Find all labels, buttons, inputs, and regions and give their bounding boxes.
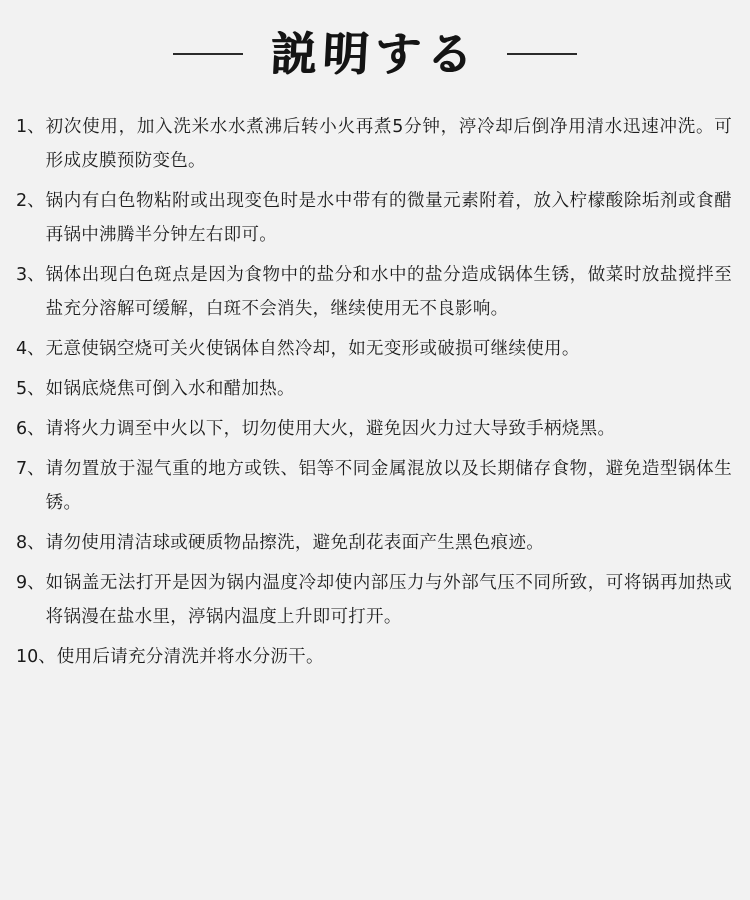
- instruction-list: [0, 100, 750, 674]
- list-item: [16, 452, 732, 520]
- list-item-text: 如锅盖无法打开是因为锅内温度冷却使内部压力与外部气压不同所致，可将锅再加热或将锅漫在盐水里，渟锅内温度上升即可打开。: [45, 573, 732, 627]
- list-item: [16, 412, 732, 446]
- list-item: [16, 332, 732, 366]
- list-item: [16, 526, 732, 560]
- list-item-text: 无意使锅空烧可关火使锅体自然冷却，如无变形或破损可继续使用。: [45, 339, 580, 359]
- list-item-number: 8、: [16, 533, 45, 553]
- list-item-number: 4、: [16, 339, 45, 359]
- list-item-number: 6、: [16, 419, 45, 439]
- list-item-number: 10、: [16, 647, 56, 667]
- list-item-number: 2、: [16, 191, 45, 211]
- list-item-number: 7、: [16, 459, 45, 479]
- list-item-number: 9、: [16, 573, 45, 593]
- list-item-text: 请勿使用清洁球或硬质物品擦洗，避免刮花表面产生黑色痕迹。: [45, 533, 545, 553]
- list-item-number: 3、: [16, 265, 45, 285]
- list-item: [16, 640, 732, 674]
- list-item: [16, 184, 732, 252]
- list-item: [16, 372, 732, 406]
- list-item-text: 请勿置放于湿气重的地方或铁、铝等不同金属混放以及长期储存食物，避免造型锅体生锈。: [45, 459, 732, 513]
- header-divider-right: [507, 53, 577, 55]
- page-title: 説明する: [269, 27, 481, 81]
- list-item: [16, 110, 732, 178]
- list-item-text: 初次使用，加入洗米水水煮沸后转小火再煮5分钟，渟冷却后倒净用清水迅速冲洗。可形成皮膜预防变色。: [45, 117, 732, 171]
- list-item-text: 锅内有白色物粘附或出现变色时是水中带有的微量元素附着，放入柠檬酸除垢剂或食醋再锅中沸腾半分钟左右即可。: [45, 191, 732, 245]
- list-item-text: 如锅底烧焦可倒入水和醋加热。: [45, 379, 295, 399]
- list-item: [16, 566, 732, 634]
- list-item-text: 锅体出现白色斑点是因为食物中的盐分和水中的盐分造成锅体生锈，做菜时放盐搅拌至盐充分溶解可缓解，白斑不会消失，继续使用无不良影响。: [45, 265, 732, 319]
- list-item-text: 使用后请充分清洗并将水分沥干。: [56, 647, 324, 667]
- list-item-text: 请将火力调至中火以下，切勿使用大火，避免因火力过大导致手柄烧黑。: [45, 419, 616, 439]
- list-item-number: 1、: [16, 117, 45, 137]
- page-header: [0, 0, 750, 100]
- list-item: [16, 258, 732, 326]
- header-divider-left: [173, 53, 243, 55]
- list-item-number: 5、: [16, 379, 45, 399]
